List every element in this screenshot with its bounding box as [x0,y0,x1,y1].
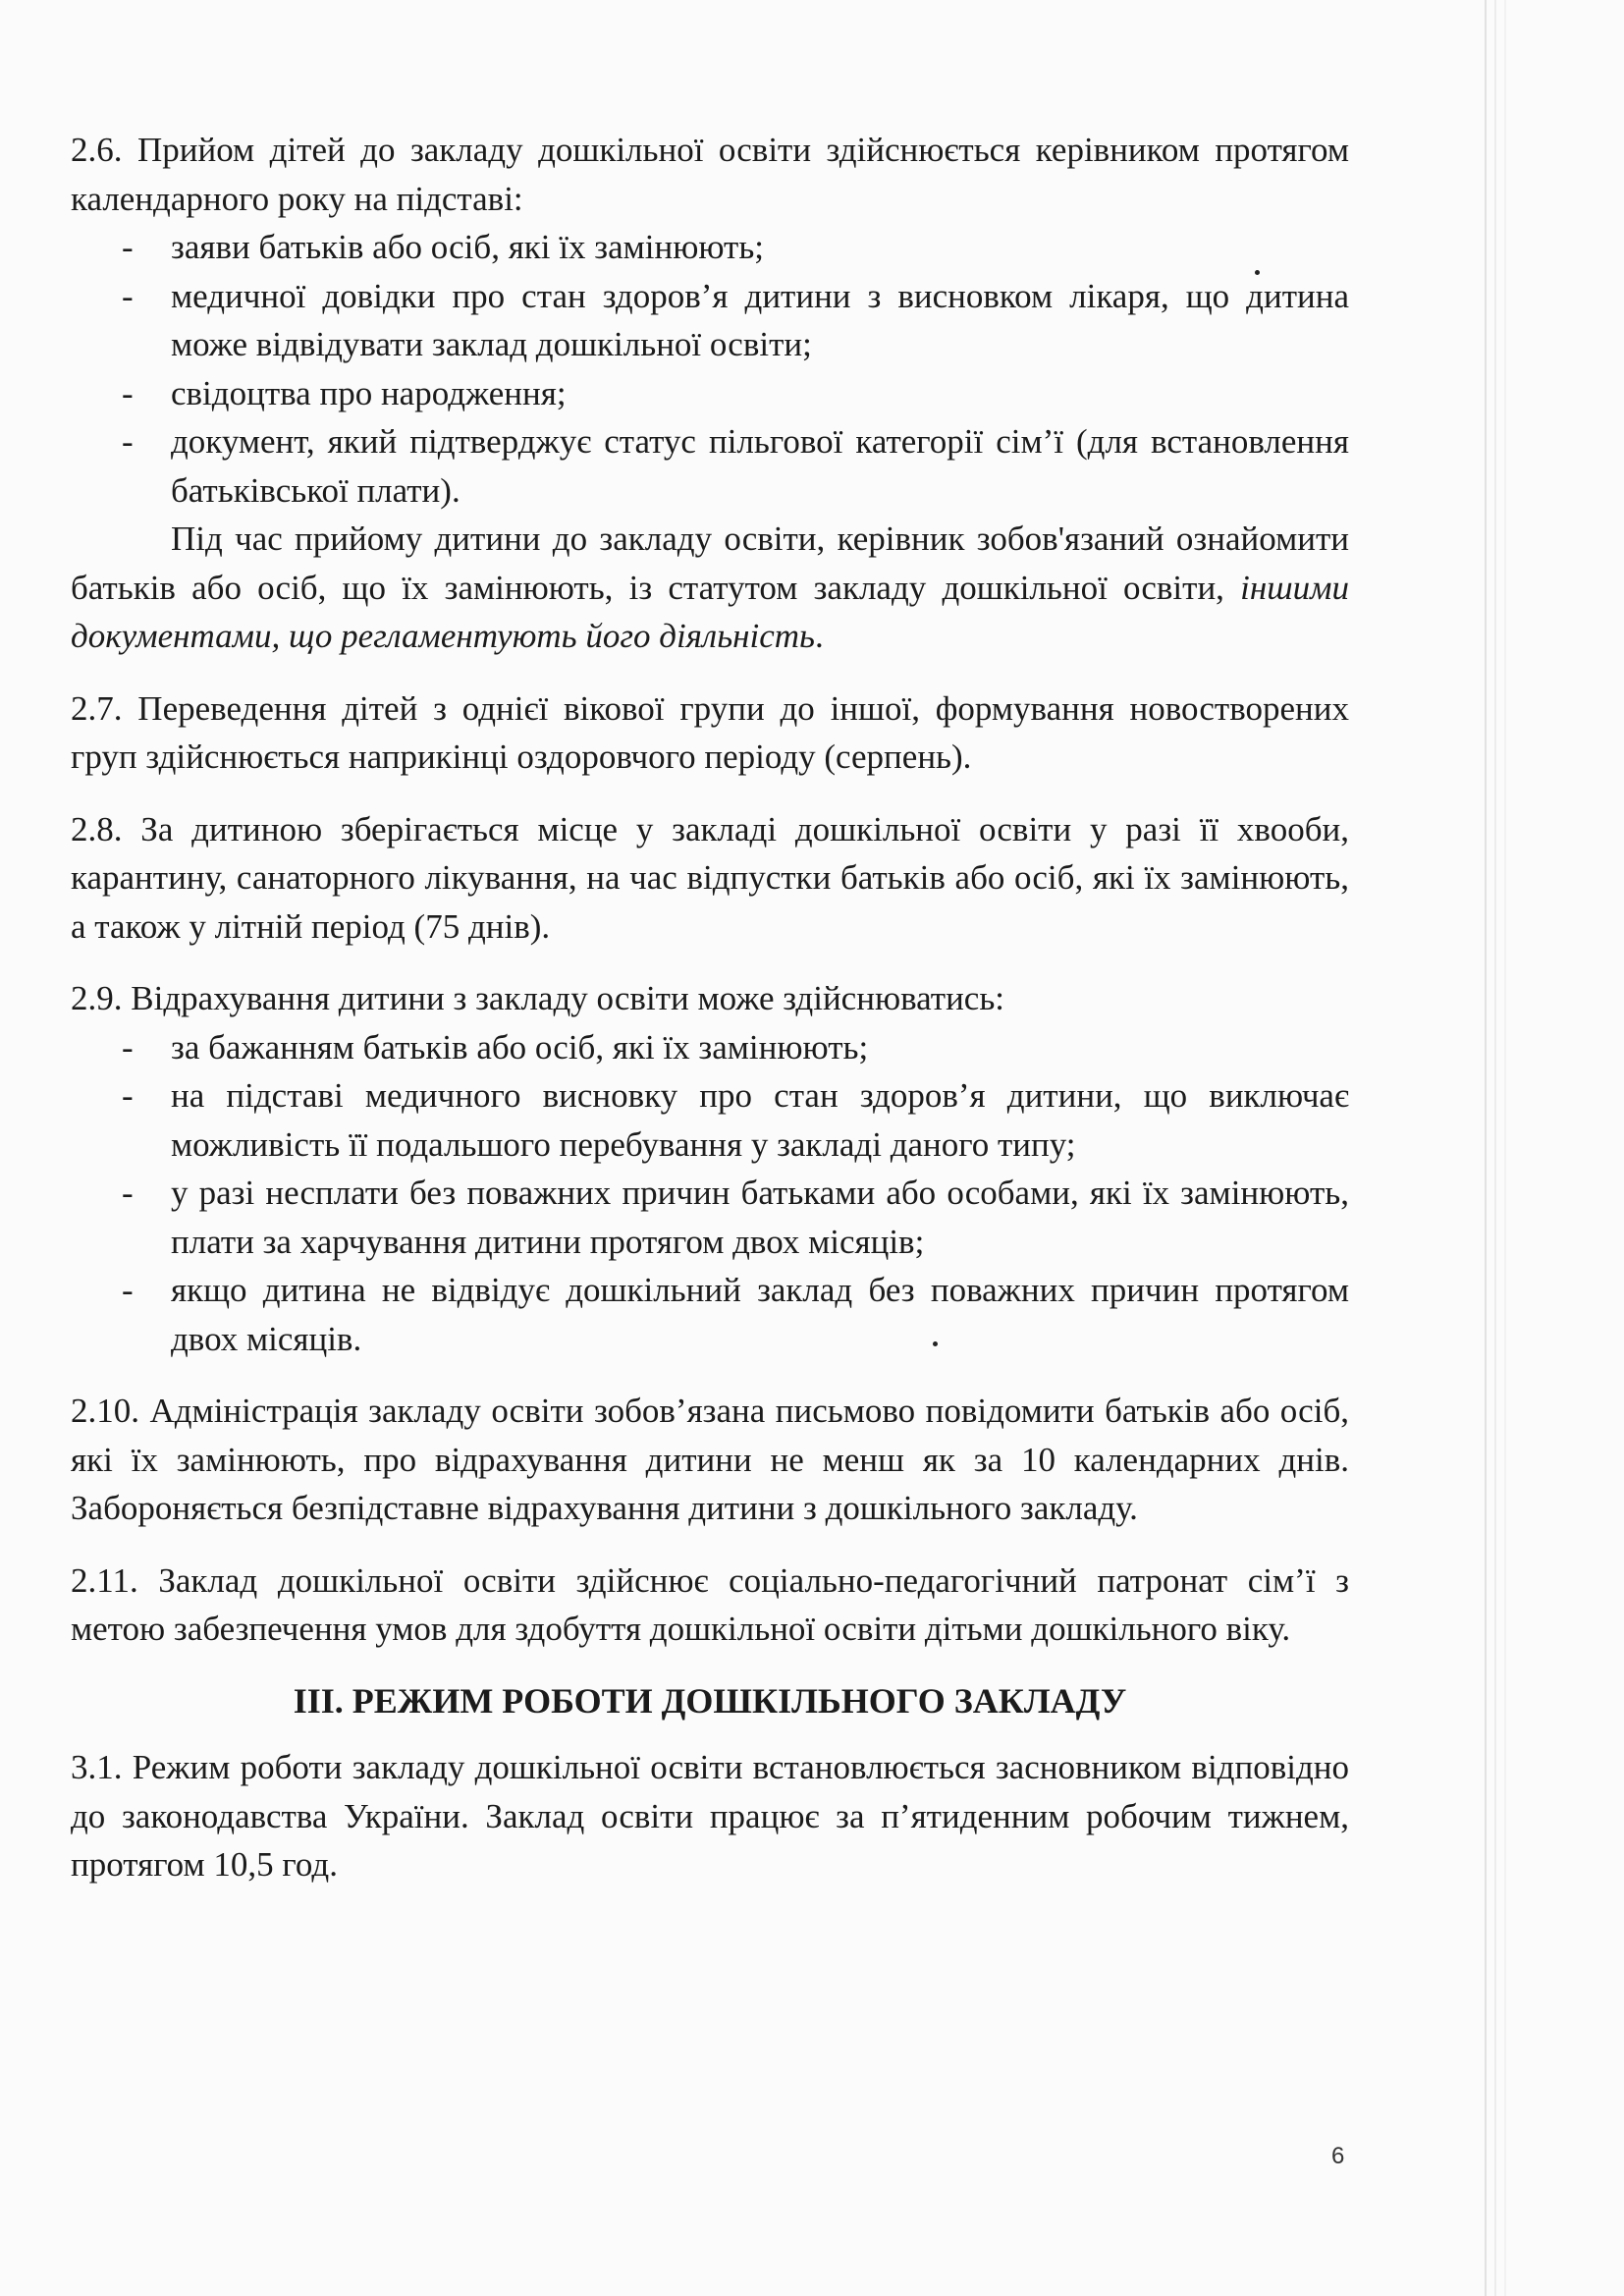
dash-marker: - [122,373,134,412]
page-edge-shadow [1504,0,1506,2296]
dash-marker: - [122,422,134,461]
section-2-6-list [71,223,1349,515]
dash-marker: - [122,1027,134,1066]
section-heading: ІІІ. РЕЖИМ РОБОТИ ДОШКІЛЬНОГО ЗАКЛАДУ [293,1680,1127,1721]
list-item: - за бажанням батьків або осіб, які їх замінюють; [71,1023,1349,1072]
section-2-7: 2.7. Переведення дітей з однієї вікової групи до іншої, формування новостворених груп здійснюється наприкінці оздоровчого періоду (серпень). [71,688,1349,776]
page-edge-shadow [1494,0,1496,2296]
section-2-9-list [71,1023,1349,1364]
dash-marker: - [122,1076,134,1115]
page-number: 6 [1331,2143,1345,2169]
italic-text: іншими документами, що регламентують його діяльність [71,568,1349,655]
dash-marker: - [122,228,134,266]
section-3-1: 3.1. Режим роботи закладу дошкільної освіти встановлюється засновником відповідно до законодавства України. Заклад освіти працює за п’ятиденним робочим тижнем, протягом 10,5 год. [71,1748,1349,1884]
document-body [71,126,1349,1913]
page-edge-shadow [1485,0,1487,2296]
list-item: - на підставі медичного висновку про стан здоров’я дитини, що виключає можливість її подальшого перебування у закладі даного типу; [71,1071,1349,1169]
section-2-6 [71,126,1349,661]
list-item: - документ, який підтверджує статус пільгової категорії сім’ї (для встановлення батьківської плати). [71,417,1349,515]
list-item: - заяви батьків або осіб, які їх замінюють; [71,223,1349,272]
dash-marker: - [122,276,134,315]
dash-marker: - [122,1174,134,1212]
list-item: - якщо дитина не відвідує дошкільний заклад без поважних причин протягом двох місяців. [71,1266,1349,1363]
section-2-8: 2.8. За дитиною зберігається місце у закладі дошкільної освіти у разі її хвооби, карантину, санаторного лікування, на час відпустки батьків або осіб, які їх замінюють, а також у літній період (75 днів). [71,809,1349,946]
section-2-11: 2.11. Заклад дошкільної освіти здійснює соціально-педагогічний патронат сім’ї з метою забезпечення умов для здобуття дошкільної освіти дітьми дошкільного віку. [71,1560,1349,1648]
list-item: - медичної довідки про стан здоров’я дитини з висновком лікаря, що дитина може відвідувати заклад дошкільної освіти; [71,272,1349,369]
list-item: - свідоцтва про народження; [71,369,1349,418]
section-2-10: 2.10. Адміністрація закладу освіти зобов’язана письмово повідомити батьків або осіб, які їх замінюють, про відрахування дитини не менш як за 10 календарних днів. Забороняється безпідставне відрахування дитини з дошкільного закладу. [71,1392,1349,1527]
list-item: - у разі несплати без поважних причин батьками або особами, які їх замінюють, плати за харчування дитини протягом двох місяців; [71,1169,1349,1266]
section-2-9-intro: 2.9. Відрахування дитини з закладу освіти може здійснюватись: [71,979,1005,1017]
section-2-9 [71,974,1349,1363]
section-2-6-intro: 2.6. Прийом дітей до закладу дошкільної освіти здійснюється керівником протягом календарного року на підставі: [71,131,1349,218]
dash-marker: - [122,1271,134,1309]
section-2-6-note: Під час прийому дитини до закладу освіти, керівник зобов'язаний ознайомити батьків або осіб, що їх замінюють, із статутом закладу дошкільної освіти, іншими документами, що регламентують його діяльність. [71,519,1349,655]
